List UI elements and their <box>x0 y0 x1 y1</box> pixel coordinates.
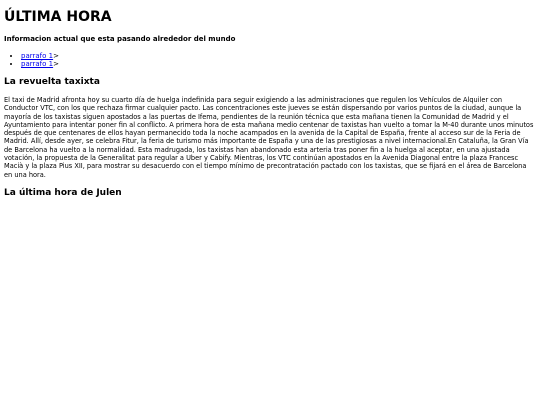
nav-link-parrafo-1[interactable]: parrafo 1 <box>21 52 54 60</box>
nav-item <box>21 60 536 68</box>
page <box>0 0 540 199</box>
page-subtitle: Informacion actual que esta pasando alrededor del mundo <box>4 35 236 43</box>
nav-link-suffix: > <box>53 60 59 68</box>
nav-link-parrafo-1-second[interactable]: parrafo 1 <box>21 60 54 68</box>
article-body-revuelta: El taxi de Madrid afronta hoy su cuarto día de huelga indefinida para seguir exigiendo a las administraciones que regulen los Vehículos de Alquiler con Conductor VTC, con los que rechaza firmar cualquier pacto. Las concentraciones este jueves se están dispersando por varios puntos de la ciudad, aunque la mayoría de los taxistas siguen apostados a las puertas de Ifema, pendientes de la reunión técnica que esta mañana tienen la Comunidad de Madrid y el Ayuntamiento para intentar poner fin al conflicto. A primera hora de esta mañana medio centenar de taxistas han vuelto a tomar la M-40 durante unos minutos después de que centenares de ellos hayan permanecido toda la noche acampados en la avenida de la Capital de España, frente al acceso sur de la Feria de Madrid. Allí, desde ayer, se celebra Fitur, la feria de turismo más importante de España y una de las prestigiosas a nivel internacional.En Cataluña, la Gran Vía de Barcelona ha vuelto a la normalidad. Esta madrugada, los taxistas han abandonado esta arteria tras poner fin a la huelga al aceptar, en una ajustada votación, la propuesta de la Generalitat para regular a Uber y Cabify. Mientras, los VTC continúan apostados en la Avenida Diagonal entre la plaza Francesc Macià y la plaza Pius XII, para mostrar su desacuerdo con el tiempo mínimo de precontratación pactado con los taxistas, que se fijará en el área de Barcelona en una hora. <box>4 96 534 179</box>
nav-item <box>21 52 536 60</box>
section-heading-julen: La última hora de Julen <box>4 187 122 198</box>
nav-link-suffix: > <box>53 52 59 60</box>
paragraph-nav <box>4 52 536 68</box>
page-title: ÚLTIMA HORA <box>4 9 112 25</box>
section-heading-revuelta: La revuelta taxixta <box>4 77 100 87</box>
